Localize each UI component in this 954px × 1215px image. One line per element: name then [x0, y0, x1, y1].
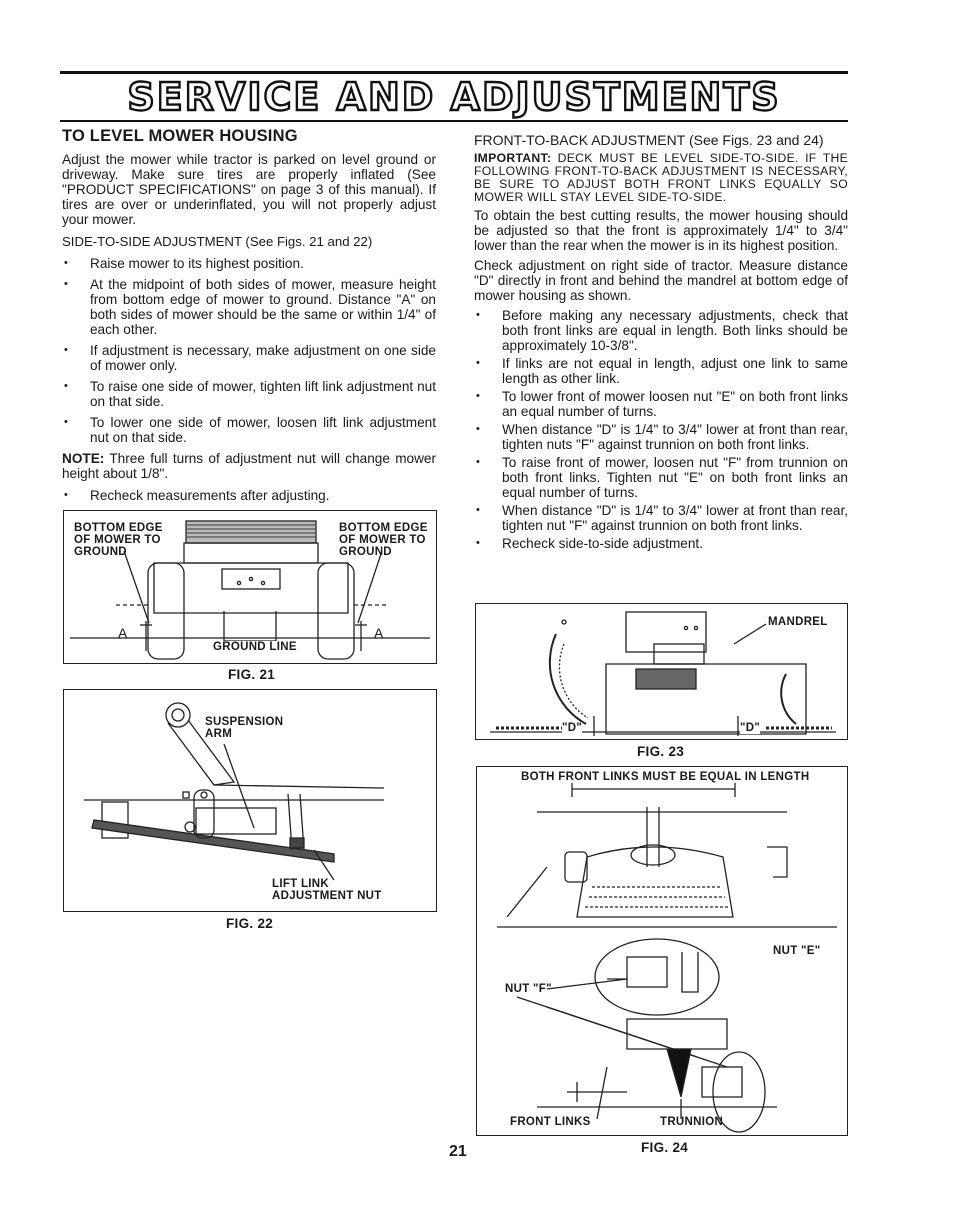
- fig22-suspension-arm-label: SUSPENSION ARM: [205, 716, 284, 740]
- list-item: • Recheck measurements after adjusting.: [62, 488, 436, 503]
- list-item: • Before making any necessary adjustments, check that both front links are equal in length. Both links should be approximately 10-3/8".: [474, 308, 848, 353]
- note-paragraph: [62, 451, 436, 481]
- fig24-nut-f-label: NUT "F": [505, 983, 552, 995]
- list-item: • To raise front of mower, loosen nut "F" from trunnion on both front links. Tighten nut "E" on both front links an equal number of turns.: [474, 455, 848, 500]
- important-paragraph: [474, 152, 848, 204]
- figure-22-diagram: [63, 689, 437, 912]
- fig22-caption: FIG. 22: [226, 916, 274, 931]
- fig21-distance-a-left: A: [118, 625, 128, 641]
- fig24-front-links-label: FRONT LINKS: [510, 1116, 591, 1128]
- best-cutting-paragraph: To obtain the best cutting results, the mower housing should be adjusted so that the front is approximately 1/4" to 3/4" lower than the rear when the mower is in its highest position.: [474, 208, 848, 253]
- list-item: • To lower one side of mower, loosen lift link adjustment nut on that side.: [62, 415, 436, 445]
- side-to-side-steps: [62, 256, 436, 445]
- front-to-back-heading: FRONT-TO-BACK ADJUSTMENT (See Figs. 23 and 24): [474, 132, 824, 148]
- fig21-caption: FIG. 21: [228, 667, 276, 682]
- section-heading-level-mower: TO LEVEL MOWER HOUSING: [62, 127, 298, 145]
- check-adjustment-paragraph: Check adjustment on right side of tractor. Measure distance "D" directly in front and behind the mandrel at bottom edge of mower housing as shown.: [474, 258, 848, 303]
- fig21-distance-a-right: A: [374, 625, 384, 641]
- fig24-trunnion-label: TRUNNION: [660, 1116, 724, 1128]
- intro-paragraph: Adjust the mower while tractor is parked on level ground or driveway. Make sure tires are properly inflated (See "PRODUCT SPECIFICATIONS" on page 3 of this manual). If tires are over or underinflated, you will not properly adjust your mower.: [62, 152, 436, 227]
- fig21-right-label: BOTTOM EDGE OF MOWER TO GROUND: [339, 522, 428, 558]
- fig23-distance-d-right: "D": [740, 722, 761, 734]
- front-to-back-steps: [474, 308, 848, 551]
- figure-23-diagram: [475, 603, 848, 740]
- page-number: 21: [449, 1143, 467, 1160]
- important-label: IMPORTANT:: [474, 151, 552, 165]
- recheck-step: [62, 488, 436, 503]
- list-item: • If adjustment is necessary, make adjustment on one side of mower only.: [62, 343, 436, 373]
- list-item: • To lower front of mower loosen nut "E" on both front links an equal number of turns.: [474, 389, 848, 419]
- note-text: Three full turns of adjustment nut will change mower height about 1/8".: [62, 451, 436, 481]
- fig23-distance-d-left: "D": [562, 722, 583, 734]
- fig23-caption: FIG. 23: [637, 744, 685, 759]
- fig24-header-label: BOTH FRONT LINKS MUST BE EQUAL IN LENGTH: [521, 771, 810, 783]
- right-column: [474, 133, 848, 557]
- page-title: SERVICE AND ADJUSTMENTS: [127, 75, 781, 119]
- list-item: • To raise one side of mower, tighten lift link adjustment nut on that side.: [62, 379, 436, 409]
- note-label: NOTE:: [62, 451, 105, 466]
- important-text: DECK MUST BE LEVEL SIDE-TO-SIDE. IF THE FOLLOWING FRONT-TO-BACK ADJUSTMENT IS NECESSARY, BE SURE TO ADJUST BOTH FRONT LINKS EQUALLY SO MOWER WILL STAY LEVEL SIDE-TO-SIDE.: [474, 151, 848, 204]
- fig23-mandrel-label: MANDREL: [768, 616, 828, 628]
- fig21-ground-line-label: GROUND LINE: [210, 641, 300, 653]
- list-item: • When distance "D" is 1/4" to 3/4" lower at front than rear, tighten nuts "F" against trunnion on both front links.: [474, 422, 848, 452]
- list-item: • Raise mower to its highest position.: [62, 256, 436, 271]
- fig24-caption: FIG. 24: [641, 1140, 689, 1155]
- side-to-side-heading: SIDE-TO-SIDE ADJUSTMENT (See Figs. 21 and 22): [62, 234, 373, 249]
- list-item: • When distance "D" is 1/4" to 3/4" lower at front than rear, tighten nut "F" against trunnion on both front links.: [474, 503, 848, 533]
- header-rule-bottom: [60, 120, 848, 122]
- figure-24-diagram: [476, 766, 848, 1136]
- list-item: • If links are not equal in length, adjust one link to same length as other link.: [474, 356, 848, 386]
- fig24-nut-e-label: NUT "E": [773, 945, 821, 957]
- list-item: • Recheck side-to-side adjustment.: [474, 536, 848, 551]
- fig21-left-label: BOTTOM EDGE OF MOWER TO GROUND: [74, 522, 163, 558]
- figure-21-diagram: [63, 510, 437, 664]
- list-item: • At the midpoint of both sides of mower, measure height from bottom edge of mower to ground. Distance "A" on both sides of mower should be the same or within 1/4" of each other.: [62, 277, 436, 337]
- left-column: [62, 127, 436, 509]
- fig22-lift-link-label: LIFT LINK ADJUSTMENT NUT: [272, 878, 382, 902]
